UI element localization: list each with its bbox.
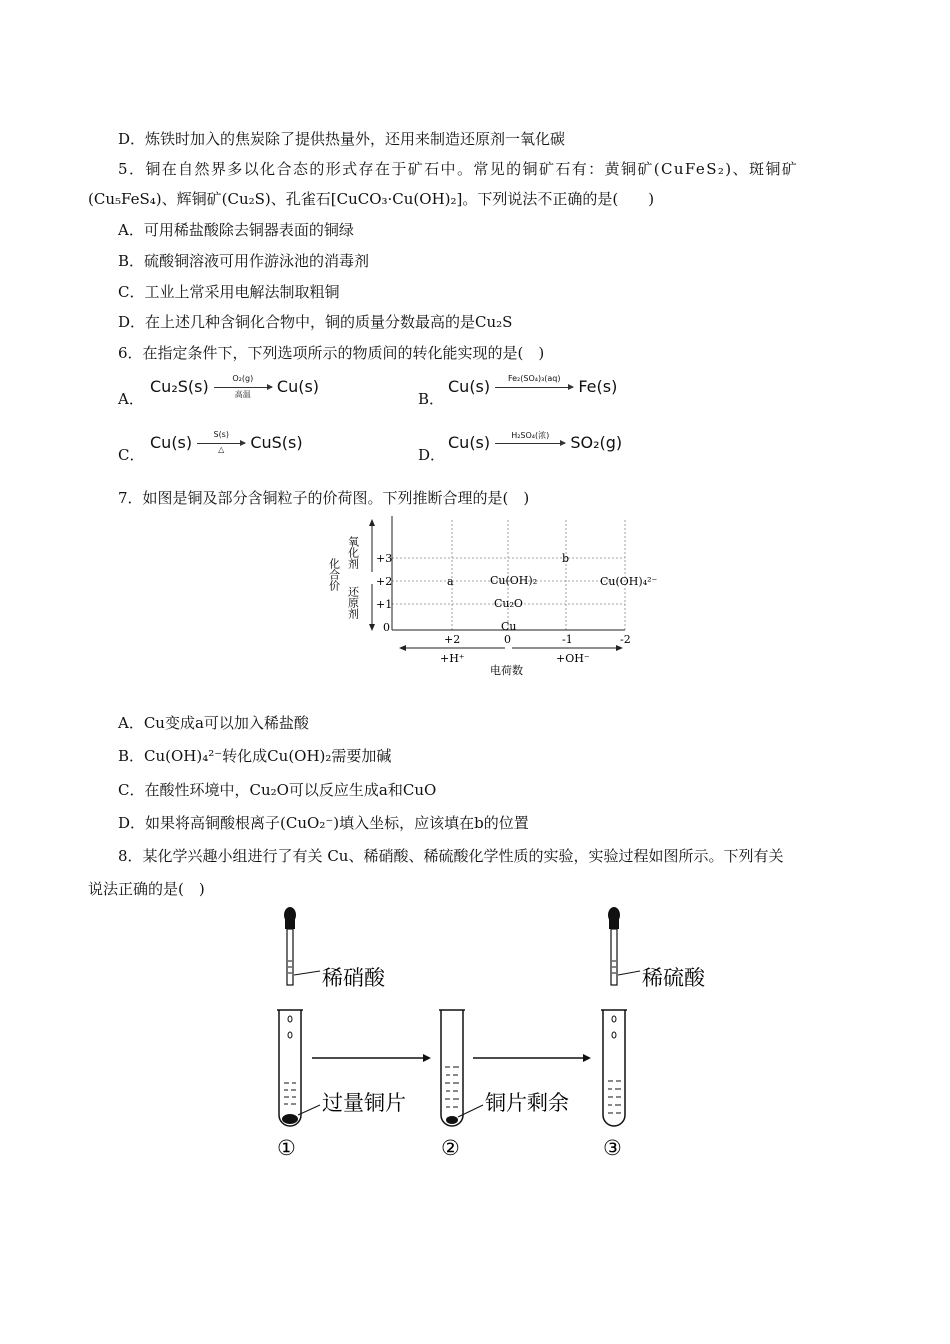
product: SO₂(g) xyxy=(570,433,623,452)
product: Cu(s) xyxy=(276,377,320,396)
x-tick: +2 xyxy=(444,633,461,646)
experiment-diagram xyxy=(265,905,725,1165)
right-arrow-label: +OH⁻ xyxy=(556,652,590,665)
reaction-arrow xyxy=(214,373,272,399)
q7-option-b: B．Cu(OH)₄²⁻转化成Cu(OH)₂需要加碱 xyxy=(118,747,392,765)
reactant: Cu₂S(s) xyxy=(150,377,209,396)
q6-option-a-reaction xyxy=(150,373,320,399)
q6-option-c-reaction xyxy=(150,429,303,454)
oxidizer-label: 氧化剂 xyxy=(346,536,360,569)
condition-top: O₂(g) xyxy=(232,373,254,383)
q7-option-d: D．如果将高铜酸根离子(CuO₂⁻)填入坐标，应该填在b的位置 xyxy=(118,814,529,832)
reaction-arrow xyxy=(495,373,573,398)
arrow-icon xyxy=(197,443,245,444)
label-excess-copper: 过量铜片 xyxy=(322,1091,406,1115)
q4-option-d: D．炼铁时加入的焦炭除了提供热量外，还用来制造还原剂一氧化碳 xyxy=(118,130,566,148)
label-dilute-nitric-acid: 稀硝酸 xyxy=(322,966,385,990)
point-cu-oh-2: Cu(OH)₂ xyxy=(490,574,538,587)
condition-top: S(s) xyxy=(213,429,229,439)
q6-option-d-reaction xyxy=(448,430,623,454)
reaction-arrow xyxy=(197,429,245,454)
q7-option-a: A．Cu变成a可以加入稀盐酸 xyxy=(118,714,309,732)
q5-stem-line1: 5．铜在自然界多以化合态的形式存在于矿石中。常见的铜矿石有：黄铜矿(CuFeS₂)、斑铜矿 xyxy=(118,160,799,178)
dropper-1-icon xyxy=(284,907,296,985)
reaction-arrow xyxy=(495,430,565,454)
point-b: b xyxy=(562,552,570,565)
leader-line xyxy=(618,971,640,975)
y-tick: +2 xyxy=(376,575,393,588)
point-cu2o: Cu₂O xyxy=(494,597,523,610)
arrow-left-icon xyxy=(399,645,406,651)
valence-charge-diagram xyxy=(320,510,660,685)
arrow-up-icon xyxy=(369,519,375,526)
q6-option-c-label: C． xyxy=(118,446,145,464)
q5-option-a: A．可用稀盐酸除去铜器表面的铜绿 xyxy=(118,221,354,239)
point-cu: Cu xyxy=(501,620,517,633)
arrow-icon xyxy=(495,443,565,444)
product: Fe(s) xyxy=(578,377,618,396)
condition-bottom: △ xyxy=(218,444,225,454)
leader-line xyxy=(458,1105,483,1117)
q7-option-c: C．在酸性环境中，Cu₂O可以反应生成a和CuO xyxy=(118,781,437,799)
step-2-label: ② xyxy=(441,1136,460,1160)
reactant: Cu(s) xyxy=(150,433,193,452)
arrowhead-icon xyxy=(583,1054,591,1062)
test-tube-3-icon xyxy=(601,1010,627,1126)
arrowhead-icon xyxy=(423,1054,431,1062)
q5-option-d: D．在上述几种含铜化合物中，铜的质量分数最高的是Cu₂S xyxy=(118,313,513,331)
reactant: Cu(s) xyxy=(448,433,491,452)
x-axis-label: 电荷数 xyxy=(490,664,523,677)
q5-option-c: C．工业上常采用电解法制取粗铜 xyxy=(118,283,340,301)
arrow-icon xyxy=(495,387,573,388)
q6-option-b-reaction xyxy=(448,373,618,398)
x-tick: 0 xyxy=(504,633,511,646)
q5-option-b: B．硫酸铜溶液可用作游泳池的消毒剂 xyxy=(118,252,370,270)
condition-top: Fe₂(SO₄)₃(aq) xyxy=(507,373,561,383)
y-tick: +3 xyxy=(376,552,393,565)
product: CuS(s) xyxy=(250,433,303,452)
condition-bottom: 高温 xyxy=(234,389,251,399)
step-1-label: ① xyxy=(277,1136,296,1160)
y-axis-label: 化合价 xyxy=(327,558,341,591)
point-cu-oh-4: Cu(OH)₄²⁻ xyxy=(600,575,658,588)
y-tick: +1 xyxy=(376,598,393,611)
q6-option-a-label: A． xyxy=(118,390,144,408)
q6-option-b-label: B． xyxy=(418,390,445,408)
q8-stem-line2: 说法正确的是( ) xyxy=(88,880,205,898)
q5-stem-line2: (Cu₅FeS₄)、辉铜矿(Cu₂S)、孔雀石[CuCO₃·Cu(OH)₂]。下列说法不正确的是( ) xyxy=(88,190,655,208)
q6-stem: 6．在指定条件下，下列选项所示的物质间的转化能实现的是( ) xyxy=(118,344,545,362)
label-dilute-sulfuric-acid: 稀硫酸 xyxy=(642,966,705,990)
leader-line xyxy=(294,971,320,975)
left-arrow-label: +H⁺ xyxy=(440,652,465,665)
x-tick: -2 xyxy=(620,633,631,646)
test-tube-1-icon xyxy=(277,1010,303,1126)
test-tube-2-icon xyxy=(439,1010,465,1126)
arrow-down-icon xyxy=(369,624,375,631)
q8-stem-line1: 8．某化学兴趣小组进行了有关 Cu、稀硝酸、稀硫酸化学性质的实验，实验过程如图所示。下列有关 xyxy=(118,847,784,865)
q7-stem: 7．如图是铜及部分含铜粒子的价荷图。下列推断合理的是( ) xyxy=(118,489,530,507)
step-3-label: ③ xyxy=(603,1136,622,1160)
reactant: Cu(s) xyxy=(448,377,491,396)
label-copper-remaining: 铜片剩余 xyxy=(485,1091,569,1115)
dropper-2-icon xyxy=(608,907,620,985)
x-tick: -1 xyxy=(562,633,573,646)
condition-top: H₂SO₄(浓) xyxy=(511,430,550,440)
point-a: a xyxy=(447,575,454,588)
reducer-label: 还原剂 xyxy=(346,586,360,619)
arrow-icon xyxy=(214,387,272,388)
q6-option-d-label: D． xyxy=(418,446,446,464)
y-tick: 0 xyxy=(383,621,390,634)
